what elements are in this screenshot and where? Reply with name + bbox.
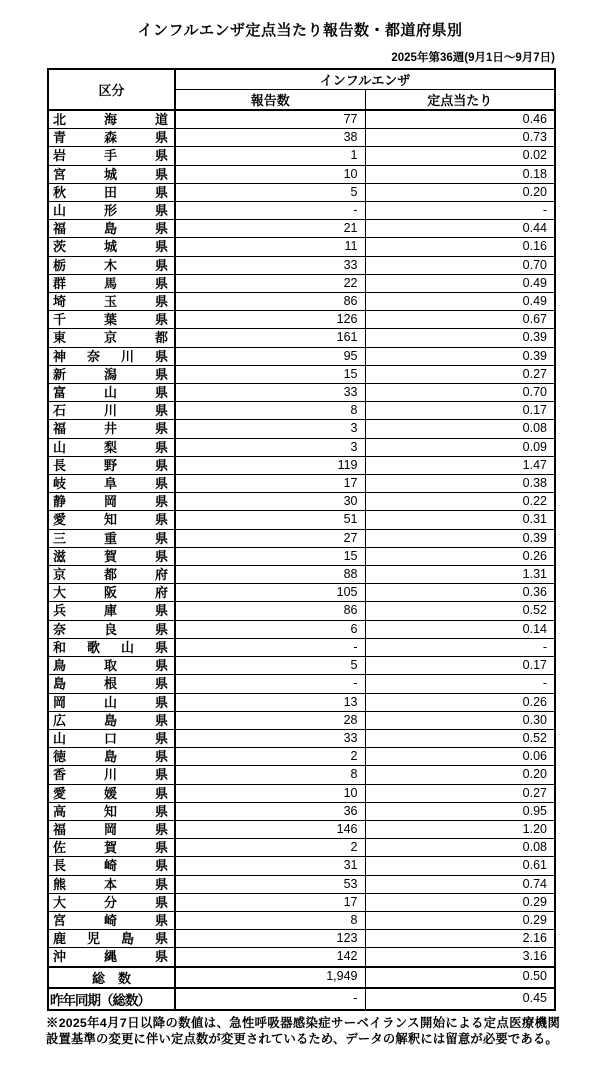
table-row	[48, 202, 555, 220]
table-row	[48, 948, 555, 967]
per-sentinel-value: 0.70	[365, 256, 555, 274]
total-label: 総 数	[48, 967, 175, 988]
reports-value: 53	[175, 875, 365, 893]
reports-value: 8	[175, 911, 365, 929]
per-sentinel-value: 0.70	[365, 384, 555, 402]
reports-value: 126	[175, 311, 365, 329]
prefecture-name: 愛 知 県	[53, 512, 168, 528]
reports-value: 105	[175, 584, 365, 602]
per-sentinel-value: 1.20	[365, 820, 555, 838]
per-sentinel-value: 0.39	[365, 347, 555, 365]
reports-value: 30	[175, 493, 365, 511]
prefecture-name: 山 形 県	[53, 203, 168, 219]
reports-value: 8	[175, 766, 365, 784]
table-row	[48, 820, 555, 838]
table-row	[48, 220, 555, 238]
reports-value: 22	[175, 274, 365, 292]
per-sentinel-value: 0.39	[365, 329, 555, 347]
reports-value: 28	[175, 711, 365, 729]
per-sentinel-value: 0.20	[365, 183, 555, 201]
table-row	[48, 238, 555, 256]
prefecture-name: 山 梨 県	[53, 439, 168, 455]
reports-value: 2	[175, 748, 365, 766]
reports-value: -	[175, 202, 365, 220]
report-period: 2025年第36週(9月1日～9月7日)	[391, 52, 555, 64]
reports-value: 10	[175, 784, 365, 802]
prefecture-name: 千 葉 県	[53, 312, 168, 328]
per-sentinel-value: 3.16	[365, 948, 555, 967]
per-sentinel-value: 0.74	[365, 875, 555, 893]
influenza-prefecture-table	[47, 68, 556, 1011]
table-row	[48, 129, 555, 147]
table-row	[48, 566, 555, 584]
table-row	[48, 675, 555, 693]
table-row	[48, 438, 555, 456]
prefecture-name: 青 森 県	[53, 130, 168, 146]
table-row	[48, 183, 555, 201]
reports-value: 21	[175, 220, 365, 238]
prev-year-row	[48, 988, 555, 1010]
table-row	[48, 420, 555, 438]
prefecture-name: 神 奈 川 県	[53, 348, 168, 364]
reports-value: 77	[175, 110, 365, 129]
per-sentinel-value: 0.14	[365, 620, 555, 638]
table-row	[48, 365, 555, 383]
prefecture-name: 広 島 県	[53, 712, 168, 728]
per-sentinel-value: 0.08	[365, 420, 555, 438]
reports-value: 33	[175, 729, 365, 747]
reports-value: 2	[175, 839, 365, 857]
reports-value: 15	[175, 547, 365, 565]
prefecture-name: 大 分 県	[53, 894, 168, 910]
prefecture-name: 奈 良 県	[53, 621, 168, 637]
per-sentinel-value: 0.27	[365, 784, 555, 802]
reports-value: 6	[175, 620, 365, 638]
prefecture-name: 三 重 県	[53, 530, 168, 546]
table-row	[48, 584, 555, 602]
per-sentinel-value: 0.46	[365, 110, 555, 129]
per-sentinel-value: 1.47	[365, 456, 555, 474]
per-sentinel-value: 0.39	[365, 529, 555, 547]
per-sentinel-value: 0.36	[365, 584, 555, 602]
table-row	[48, 529, 555, 547]
reports-value: 3	[175, 438, 365, 456]
reports-value: 161	[175, 329, 365, 347]
prefecture-name: 新 潟 県	[53, 366, 168, 382]
table-row	[48, 729, 555, 747]
per-sentinel-value: 0.38	[365, 475, 555, 493]
prefecture-name: 東 京 都	[53, 330, 168, 346]
reports-value: 86	[175, 293, 365, 311]
per-sentinel-value: 0.26	[365, 693, 555, 711]
prefecture-name: 兵 庫 県	[53, 603, 168, 619]
per-sentinel-value: -	[365, 638, 555, 656]
col-header-per-sentinel: 定点当たり	[365, 90, 555, 111]
table-header	[48, 69, 555, 110]
prefecture-name: 高 知 県	[53, 803, 168, 819]
reports-value: 17	[175, 475, 365, 493]
col-header-region: 区分	[48, 69, 175, 110]
prefecture-name: 徳 島 県	[53, 749, 168, 765]
reports-value: 95	[175, 347, 365, 365]
prefecture-name: 沖 縄 県	[53, 949, 168, 965]
reports-value: -	[175, 675, 365, 693]
per-sentinel-value: -	[365, 675, 555, 693]
table-row	[48, 693, 555, 711]
table-row	[48, 620, 555, 638]
reports-value: 88	[175, 566, 365, 584]
col-group-header-influenza: インフルエンザ	[175, 69, 555, 90]
per-sentinel-value: 0.17	[365, 402, 555, 420]
prefecture-name: 和 歌 山 県	[53, 639, 168, 655]
table-body	[48, 110, 555, 967]
prefecture-name: 栃 木 県	[53, 257, 168, 273]
table-row	[48, 711, 555, 729]
table-row	[48, 165, 555, 183]
prefecture-name: 北 海 道	[53, 112, 168, 127]
table-row	[48, 784, 555, 802]
reports-value: 13	[175, 693, 365, 711]
per-sentinel-value: 2.16	[365, 930, 555, 948]
reports-value: 5	[175, 183, 365, 201]
per-sentinel-value: 0.29	[365, 893, 555, 911]
table-row	[48, 857, 555, 875]
per-sentinel-value: 0.02	[365, 147, 555, 165]
per-sentinel-value: 1.31	[365, 566, 555, 584]
table-row	[48, 329, 555, 347]
total-per-sentinel-value: 0.50	[365, 967, 555, 988]
table-row	[48, 547, 555, 565]
prefecture-name: 京 都 府	[53, 567, 168, 583]
prefecture-name: 宮 崎 県	[53, 912, 168, 928]
table-row	[48, 875, 555, 893]
table-footer	[48, 967, 555, 1010]
reports-value: 119	[175, 456, 365, 474]
prefecture-name: 宮 城 県	[53, 166, 168, 182]
reports-value: 36	[175, 802, 365, 820]
per-sentinel-value: 0.95	[365, 802, 555, 820]
prev-year-label: 昨年同期（総数）	[48, 988, 175, 1010]
prefecture-name: 山 口 県	[53, 730, 168, 746]
prefecture-name: 石 川 県	[53, 403, 168, 419]
per-sentinel-value: 0.06	[365, 748, 555, 766]
table-row	[48, 384, 555, 402]
prefecture-name: 鳥 取 県	[53, 658, 168, 674]
prefecture-name: 香 川 県	[53, 767, 168, 783]
prefecture-name: 島 根 県	[53, 676, 168, 692]
table-row	[48, 748, 555, 766]
prefecture-name: 静 岡 県	[53, 494, 168, 510]
table-row	[48, 802, 555, 820]
per-sentinel-value: 0.31	[365, 511, 555, 529]
per-sentinel-value: 0.30	[365, 711, 555, 729]
table-row	[48, 147, 555, 165]
table-row	[48, 347, 555, 365]
prefecture-name: 滋 賀 県	[53, 548, 168, 564]
reports-value: 27	[175, 529, 365, 547]
reports-value: 3	[175, 420, 365, 438]
table-row	[48, 602, 555, 620]
prefecture-name: 岐 阜 県	[53, 476, 168, 492]
table-row	[48, 930, 555, 948]
per-sentinel-value: 0.52	[365, 602, 555, 620]
per-sentinel-value: 0.18	[365, 165, 555, 183]
per-sentinel-value: 0.27	[365, 365, 555, 383]
prefecture-name: 長 崎 県	[53, 858, 168, 874]
table-row	[48, 274, 555, 292]
reports-value: 123	[175, 930, 365, 948]
reports-value: 17	[175, 893, 365, 911]
per-sentinel-value: -	[365, 202, 555, 220]
table-row	[48, 893, 555, 911]
total-reports-value: 1,949	[175, 967, 365, 988]
table-row	[48, 293, 555, 311]
prefecture-name: 長 野 県	[53, 457, 168, 473]
table-row	[48, 911, 555, 929]
page-title: インフルエンザ定点当たり報告数・都道府県別	[137, 22, 463, 39]
per-sentinel-value: 0.44	[365, 220, 555, 238]
reports-value: 33	[175, 384, 365, 402]
reports-value: 10	[175, 165, 365, 183]
table-row	[48, 657, 555, 675]
table-row	[48, 766, 555, 784]
table-row	[48, 511, 555, 529]
prefecture-name: 秋 田 県	[53, 184, 168, 200]
table-row	[48, 256, 555, 274]
table-row	[48, 456, 555, 474]
per-sentinel-value: 0.26	[365, 547, 555, 565]
table-row	[48, 475, 555, 493]
table-row	[48, 493, 555, 511]
per-sentinel-value: 0.52	[365, 729, 555, 747]
prefecture-name: 岩 手 県	[53, 148, 168, 164]
reports-value: 1	[175, 147, 365, 165]
reports-value: 38	[175, 129, 365, 147]
per-sentinel-value: 0.49	[365, 274, 555, 292]
prefecture-name: 大 阪 府	[53, 585, 168, 601]
prefecture-name: 埼 玉 県	[53, 294, 168, 310]
table-row	[48, 110, 555, 129]
reports-value: -	[175, 638, 365, 656]
per-sentinel-value: 0.29	[365, 911, 555, 929]
per-sentinel-value: 0.22	[365, 493, 555, 511]
prefecture-name: 群 馬 県	[53, 275, 168, 291]
total-row	[48, 967, 555, 988]
prefecture-name: 佐 賀 県	[53, 840, 168, 856]
prefecture-name: 福 岡 県	[53, 821, 168, 837]
per-sentinel-value: 0.49	[365, 293, 555, 311]
reports-value: 5	[175, 657, 365, 675]
prefecture-name: 茨 城 県	[53, 239, 168, 255]
reports-value: 8	[175, 402, 365, 420]
reports-value: 86	[175, 602, 365, 620]
per-sentinel-value: 0.20	[365, 766, 555, 784]
per-sentinel-value: 0.67	[365, 311, 555, 329]
table-row	[48, 311, 555, 329]
reports-value: 15	[175, 365, 365, 383]
reports-value: 31	[175, 857, 365, 875]
per-sentinel-value: 0.61	[365, 857, 555, 875]
table-row	[48, 402, 555, 420]
prev-year-reports-value: -	[175, 988, 365, 1010]
footnote: ※2025年4月7日以降の数値は、急性呼吸器感染症サーベイランス開始による定点医療機関設置基準の変更に伴い定点数が変更されているため、データの解釈には留意が必要である。	[46, 1015, 560, 1047]
prev-year-per-sentinel-value: 0.45	[365, 988, 555, 1010]
table-row	[48, 638, 555, 656]
per-sentinel-value: 0.73	[365, 129, 555, 147]
prefecture-name: 愛 媛 県	[53, 785, 168, 801]
col-header-reports: 報告数	[175, 90, 365, 111]
prefecture-name: 岡 山 県	[53, 694, 168, 710]
prefecture-name: 鹿 児 島 県	[53, 931, 168, 947]
reports-value: 51	[175, 511, 365, 529]
prefecture-name: 福 島 県	[53, 221, 168, 237]
table-row	[48, 839, 555, 857]
prefecture-name: 福 井 県	[53, 421, 168, 437]
reports-value: 146	[175, 820, 365, 838]
reports-value: 33	[175, 256, 365, 274]
reports-value: 142	[175, 948, 365, 967]
reports-value: 11	[175, 238, 365, 256]
per-sentinel-value: 0.17	[365, 657, 555, 675]
per-sentinel-value: 0.09	[365, 438, 555, 456]
per-sentinel-value: 0.08	[365, 839, 555, 857]
per-sentinel-value: 0.16	[365, 238, 555, 256]
prefecture-name: 熊 本 県	[53, 876, 168, 892]
prefecture-name: 富 山 県	[53, 385, 168, 401]
